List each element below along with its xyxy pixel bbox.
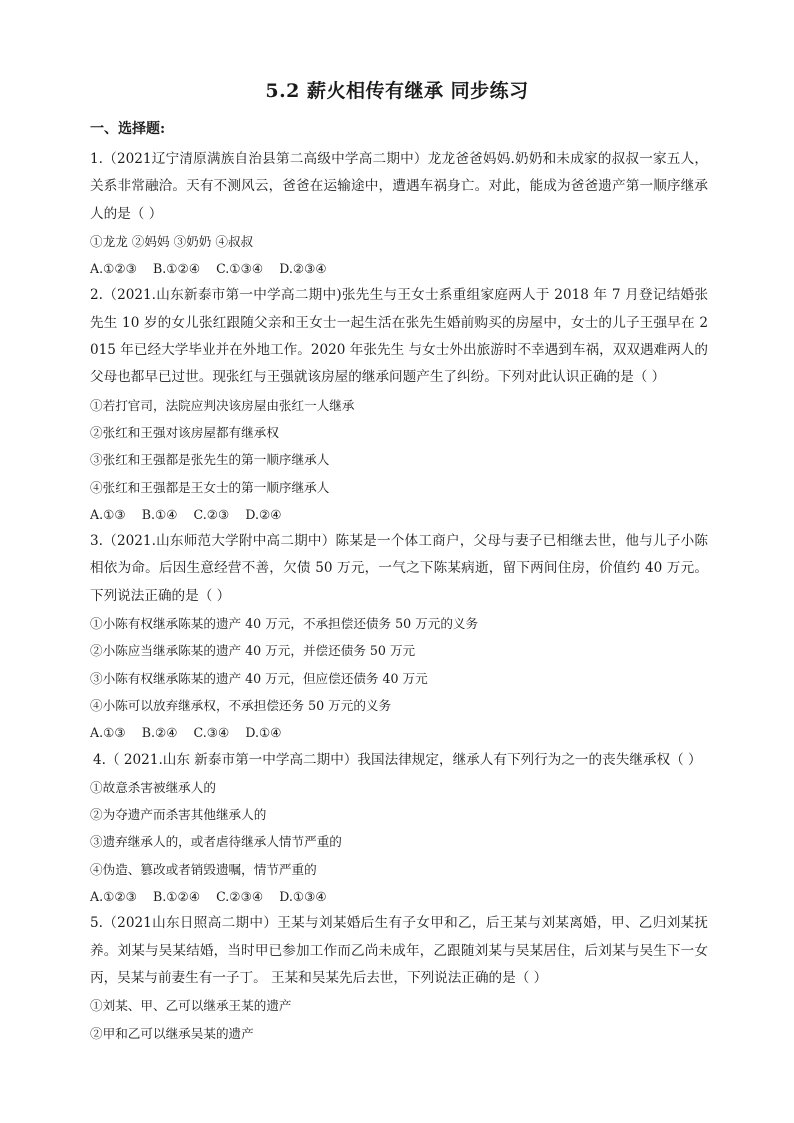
answer-choices: A.①②③ B.①②④ C.①③④ D.②③④ (90, 261, 327, 277)
question-3 (90, 528, 708, 746)
option-line: ③遗弃继承人的，或者虐待继承人情节严重的 (90, 834, 342, 850)
question-stem: 4.（ 2021.山东 新泰市第一中学高二期中）我国法律规定，继承人有下列行为之一的丧失继承权（ ） (93, 751, 702, 768)
option-line: ①龙龙 ②妈妈 ③奶奶 ④叔叔 (90, 233, 254, 249)
section-heading: 一、选择题: (90, 121, 166, 137)
question-4 (90, 747, 708, 911)
question-2 (90, 282, 708, 528)
option-line: ③小陈有权继承陈某的遗产 40 万元，但应偿还债务 40 万元 (90, 670, 428, 686)
option-line: ①若打官司，法院应判决该房屋由张红一人继承 (90, 397, 355, 413)
question-stem: 5.（2021山东日照高二期中）王某与刘某婚后生有子女甲和乙，后王某与刘某离婚，甲、乙归刘某抚养。刘某与吴某结婚，当时甲已参加工作而乙尚未成年，乙跟随刘某与吴某居住，后刘某与吴生下一女丙，吴某与前妻生有一子丁。 王某和吴某先后去世，下列说法正确的是（ ） (90, 915, 708, 986)
question-stem: 1.（2021辽宁清原满族自治县第二高级中学高二期中）龙龙爸爸妈妈.奶奶和未成家的叔叔一家五人，关系非常融洽。天有不测风云，爸爸在运输途中，遭遇车祸身亡。对此，能成为爸爸遗产第一顺序继承人的是（ ） (90, 151, 708, 222)
option-line: ①刘某、甲、乙可以继承王某的遗产 (90, 998, 292, 1014)
question-stem: 2.（2021.山东新泰市第一中学高二期中)张先生与王女士系重组家庭两人于 2018 年 7 月登记结婚张先生 10 岁的女儿张红跟随父亲和王女士一起生活在张先生婚前购买的房屋中，女士的儿子王强早在 2015 年已经大学毕业并在外地工作。2020 年张先生 与女士外出旅游时不幸遇到车祸，双双遇难两人的父母也都早已过世。现张红与王强就该房屋的继承问题产生了纠纷。下列对此认识正确的是（ ） (90, 287, 708, 386)
option-line: ②张红和王强对该房屋都有继承权 (90, 424, 279, 440)
question-list (90, 146, 708, 1047)
option-line: ①小陈有权继承陈某的遗产 40 万元，不承担偿还债务 50 万元的义务 (90, 616, 479, 632)
answer-choices: A.①③ B.①④ C.②③ D.②④ (90, 506, 282, 522)
option-line: ④伪造、篡改或者销毁遗嘱，情节严重的 (90, 861, 317, 877)
option-line: ②为夺遗产而杀害其他继承人的 (90, 807, 267, 823)
question-5 (90, 910, 708, 1046)
option-line: ②小陈应当继承陈某的遗产 40 万元，并偿还债务 50 万元 (90, 643, 416, 659)
option-line: ①故意杀害被继承人的 (90, 779, 216, 795)
option-line: ②甲和乙可以继承吴某的遗产 (90, 1025, 254, 1041)
answer-choices: A.①③ B.②④ C.③④ D.①④ (90, 725, 282, 741)
question-stem: 3.（2021.山东师范大学附中高二期中）陈某是一个体工商户，父母与妻子已相继去世，他与儿子小陈相依为命。后因生意经营不善，欠债 50 万元，一气之下陈某病逝，留下两间住房，价值约 40 万元。下列说法正确的是（ ） (90, 533, 708, 604)
document-title: 5.2 薪火相传有继承 同步练习 (265, 80, 529, 102)
question-1 (90, 146, 708, 282)
answer-choices: A.①②③ B.①②④ C.②③④ D.①③④ (90, 889, 327, 905)
option-line: ④小陈可以放弃继承权，不承担偿还务 50 万元的义务 (90, 697, 392, 713)
option-line: ④张红和王强都是王女士的第一顺序继承人 (90, 479, 330, 495)
option-line: ③张红和王强都是张先生的第一顺序继承人 (90, 452, 330, 468)
